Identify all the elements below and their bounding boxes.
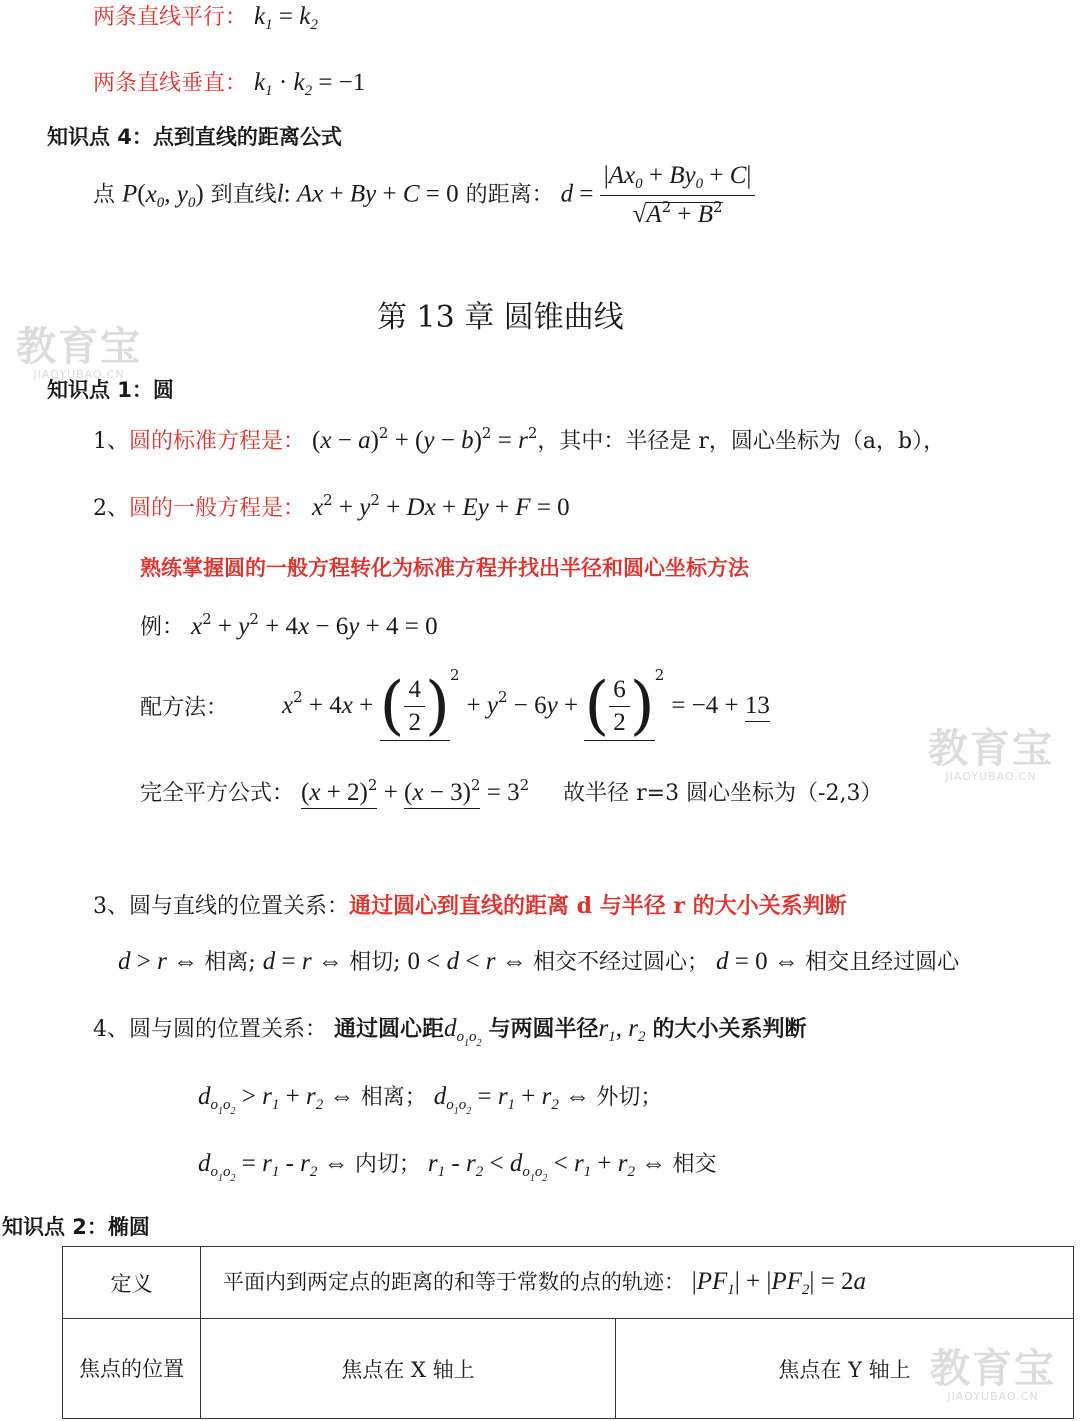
ellipse-table — [62, 1246, 1074, 1419]
table-cell: 焦点在 X 轴上 — [201, 1319, 616, 1419]
circle-standard-equation: 1、圆的标准方程是： $(x - a)^2 + (y - b)^2 = r^2$，其中：半径是 r，圆心坐标为（a，b）， — [93, 424, 946, 454]
watermark: 教育宝 JIAOYUBAO.CN — [930, 1346, 1056, 1403]
circle-circle-cases-1: $d_{o_1o_2} > r_1 + r_2$ ⇔ 相离； $d_{o_1o_2} = r_1 + r_2$ ⇔ 外切； — [198, 1083, 663, 1117]
table-cell-definition: 平面内到两定点的距离的和等于常数的点的轨迹： $|PF_1| + |PF_2| = 2a$ — [201, 1247, 1074, 1319]
circle-circle-cases-2: $d_{o_1o_2} = r_1 - r_2$ ⇔ 内切； $r_1 - r_2 < d_{o_1o_2} < r_1 + r_2$ ⇔ 相交 — [198, 1150, 717, 1184]
perfect-square-result: 完全平方公式： $(x + 2)^2 + (x - 3)^2 = 3^2$ 故半径 r=3 圆心坐标为（-2,3） — [140, 776, 882, 807]
circle-circle-relation: 4、圆与圆的位置关系： 通过圆心距$d_{o_1o_2}$ 与两圆半径$r_1$, $r_2$ 的大小关系判断 — [93, 1015, 807, 1049]
chapter-title: 第 13 章 圆锥曲线 — [377, 300, 624, 335]
circle-line-cases: d > r ⇔ 相离; d = r ⇔ 相切; 0 < d < r ⇔ 相交不经过圆心； d = 0 ⇔ 相交且经过圆心 — [118, 948, 960, 975]
table-cell-header: 焦点的位置 — [63, 1319, 201, 1419]
circle-general-equation: 2、圆的一般方程是： $x^2 + y^2 + Dx + Ey + F = 0$ — [93, 491, 570, 521]
table-cell-header: 定义 — [63, 1247, 201, 1319]
section-heading: 知识点 4：点到直线的距离公式 — [47, 125, 342, 149]
parallel-line-condition: 两条直线平行： $k_1 = k_2$ — [93, 3, 318, 33]
watermark: 教育宝 JIAOYUBAO.CN — [16, 324, 142, 381]
watermark: 教育宝 JIAOYUBAO.CN — [928, 726, 1054, 783]
section-heading: 知识点 1：圆 — [47, 378, 174, 402]
point-line-distance-formula: 点 $P(x_0$, $y_0$) 到直线l: Ax + By + C = 0 的距离： d = $\frac{|Ax_0 + By_0 + C|}{√A^2 + B^2}$ — [93, 162, 755, 229]
section-heading: 知识点 2：椭圆 — [2, 1215, 150, 1239]
circle-line-relation: 3、圆与直线的位置关系：通过圆心到直线的距离 d 与半径 r 的大小关系判断 — [93, 893, 847, 919]
emphasis-note: 熟练掌握圆的一般方程转化为标准方程并找出半径和圆心坐标方法 — [140, 555, 749, 580]
completing-square-step: 配方法： $x^2 + 4x$ + ( $\frac{4}{2}$ )$^2 + y^2 - 6y$ + ( $\frac{6}{2}$ )$^2$ = −4 + 13 — [140, 666, 770, 743]
table-cell: 焦点在 Y 轴上 — [616, 1319, 1074, 1419]
perpendicular-line-condition: 两条直线垂直： $k_1 \cdot k_2 = -1$ — [93, 69, 366, 99]
example-equation: 例： $x^2 + y^2 + 4x - 6y + 4 = 0$ — [140, 610, 438, 640]
